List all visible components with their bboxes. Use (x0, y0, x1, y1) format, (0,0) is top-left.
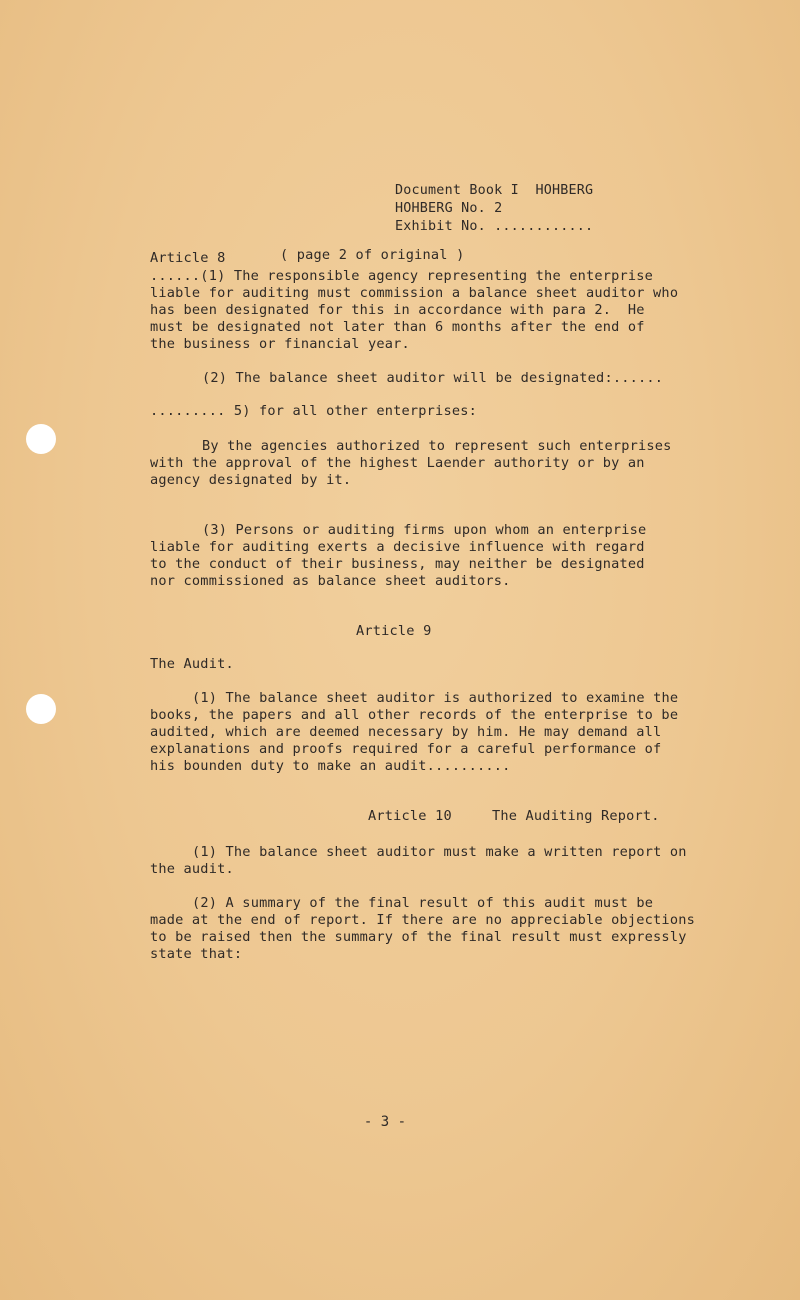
paragraph-line: liable for auditing must commission a balance sheet auditor who (150, 285, 679, 301)
header-line: Document Book I HOHBERG (395, 183, 594, 198)
paragraph-line: liable for auditing exerts a decisive influence with regard (150, 539, 645, 555)
punch-hole (26, 694, 56, 724)
page-number: - 3 - (363, 1114, 407, 1130)
paragraph-line: audited, which are deemed necessary by him. He may demand all (150, 724, 662, 740)
paragraph-line: ......(1) The responsible agency representing the enterprise (150, 268, 654, 284)
paragraph-line: (1) The balance sheet auditor must make a written report on (192, 844, 687, 860)
paragraph-line: state that: (150, 946, 243, 962)
paragraph-line: books, the papers and all other records of the enterprise to be (150, 707, 679, 723)
paragraph-line: (2) The balance sheet auditor will be designated:...... (202, 370, 664, 386)
paragraph-line: ......... 5) for all other enterprises: (150, 403, 477, 419)
paragraph-line: to the conduct of their business, may neither be designated (150, 556, 645, 572)
page-note: ( page 2 of original ) (280, 247, 465, 263)
paragraph-line: must be designated not later than 6 months after the end of (150, 319, 645, 335)
header-line: HOHBERG No. 2 (395, 201, 503, 216)
article-heading: Article 8 (150, 250, 226, 266)
paragraph-line: to be raised then the summary of the final result must expressly (150, 929, 687, 945)
article-title: The Audit. (150, 656, 234, 672)
paragraph-line: the audit. (150, 861, 234, 877)
paragraph-line: the business or financial year. (150, 336, 410, 352)
paragraph-line: explanations and proofs required for a careful performance of (150, 741, 662, 757)
paragraph-line: By the agencies authorized to represent such enterprises (202, 438, 672, 454)
paragraph-line: (1) The balance sheet auditor is authorized to examine the (192, 690, 679, 706)
exhibit-number: Exhibit No. ............ (395, 219, 594, 234)
paragraph-line: has been designated for this in accordance with para 2. He (150, 302, 645, 318)
article-heading: Article 10 (368, 808, 452, 824)
paragraph-line: agency designated by it. (150, 472, 352, 488)
paragraph-line: (3) Persons or auditing firms upon whom an enterprise (202, 522, 647, 538)
paragraph-line: nor commissioned as balance sheet auditors. (150, 573, 511, 589)
paragraph-line: (2) A summary of the final result of this audit must be (192, 895, 654, 911)
punch-hole (26, 424, 56, 454)
article-title: The Auditing Report. (492, 808, 660, 824)
paragraph-line: with the approval of the highest Laender authority or by an (150, 455, 645, 471)
paragraph-line: made at the end of report. If there are no appreciable objections (150, 912, 695, 928)
paragraph-line: his bounden duty to make an audit.......... (150, 758, 511, 774)
article-heading: Article 9 (356, 623, 432, 639)
